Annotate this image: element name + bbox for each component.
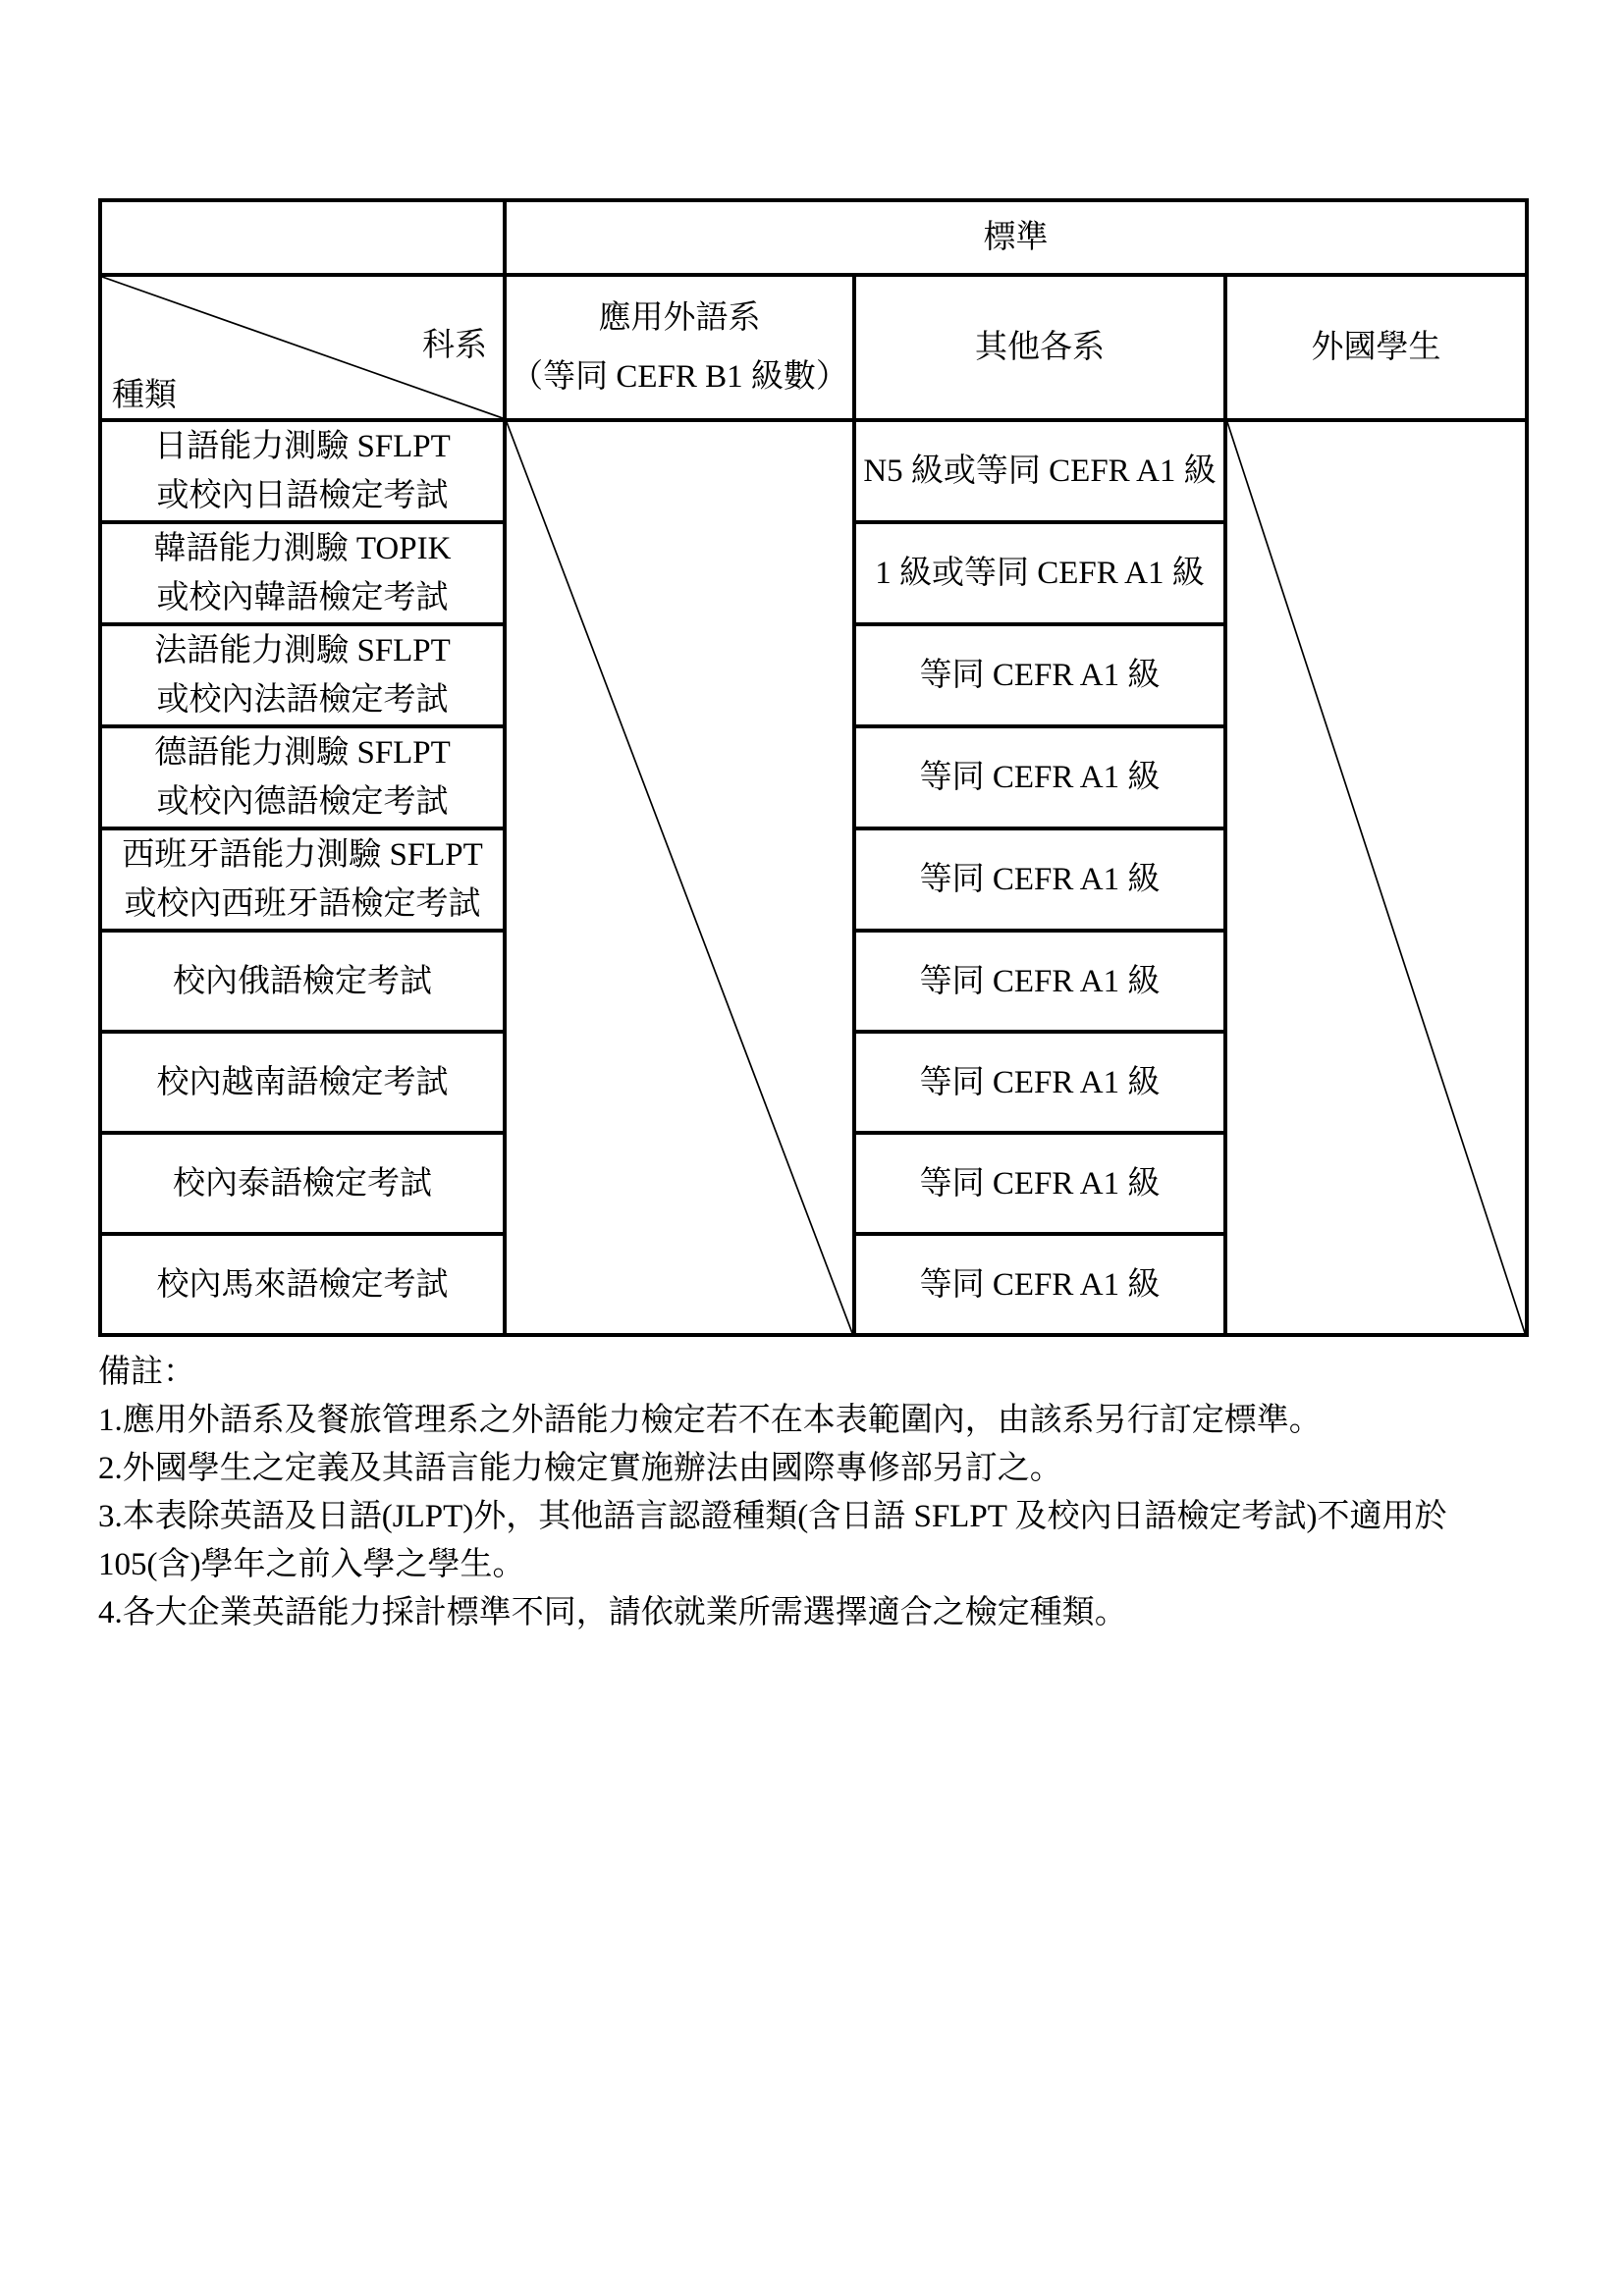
other-depts-value-cell: N5 級或等同 CEFR A1 級 bbox=[854, 420, 1225, 522]
other-depts-value-cell: 等同 CEFR A1 級 bbox=[854, 1133, 1225, 1234]
other-depts-value-cell: 1 級或等同 CEFR A1 級 bbox=[854, 522, 1225, 624]
note-line-4: 4.各大企業英語能力採計標準不同，請依就業所需選擇適合之檢定種類。 bbox=[98, 1595, 1127, 1630]
other-depts-value-cell: 等同 CEFR A1 級 bbox=[854, 1234, 1225, 1335]
test-type-cell-thai: 校內泰語檢定考試 bbox=[100, 1133, 505, 1234]
foreign-students-diagonal-line bbox=[1227, 422, 1525, 1333]
certification-standards-table bbox=[98, 198, 1529, 1337]
column-header-other-departments: 其他各系 bbox=[854, 275, 1225, 420]
applied-dept-na-cell bbox=[505, 420, 854, 1335]
axis-label-type: 種類 bbox=[112, 378, 177, 413]
standard-header-cell: 標準 bbox=[505, 200, 1527, 275]
note-line-3: 3.本表除英語及日語(JLPT)外，其他語言認證種類(含日語 SFLPT 及校內日語檢定考試)不適用於 bbox=[98, 1499, 1447, 1534]
axis-header-cell bbox=[100, 275, 505, 420]
other-depts-value-cell: 等同 CEFR A1 級 bbox=[854, 624, 1225, 726]
test-type-cell-japanese: 日語能力測驗 SFLPT 或校內日語檢定考試 bbox=[100, 420, 505, 522]
test-type-cell-malay: 校內馬來語檢定考試 bbox=[100, 1234, 505, 1335]
other-depts-value-cell: 等同 CEFR A1 級 bbox=[854, 931, 1225, 1032]
column-header-foreign-students: 外國學生 bbox=[1225, 275, 1527, 420]
note-line-2: 2.外國學生之定義及其語言能力檢定實施辦法由國際專修部另訂之。 bbox=[98, 1451, 1062, 1486]
test-type-cell-german: 德語能力測驗 SFLPT 或校內德語檢定考試 bbox=[100, 726, 505, 828]
other-depts-value-cell: 等同 CEFR A1 級 bbox=[854, 828, 1225, 931]
axis-label-department: 科系 bbox=[422, 328, 487, 363]
column-header-line2: （等同 CEFR B1 級數） bbox=[511, 359, 848, 395]
other-depts-value-cell: 等同 CEFR A1 級 bbox=[854, 1032, 1225, 1133]
applied-dept-diagonal-line bbox=[507, 422, 852, 1333]
test-type-cell-vietnamese: 校內越南語檢定考試 bbox=[100, 1032, 505, 1133]
test-type-cell-russian: 校內俄語檢定考試 bbox=[100, 931, 505, 1032]
column-header-line1: 應用外語系 bbox=[598, 300, 761, 336]
foreign-students-na-cell bbox=[1225, 420, 1527, 1335]
note-line-3-continued: 105(含)學年之前入學之學生。 bbox=[98, 1547, 525, 1582]
column-header-applied-foreign-languages bbox=[505, 275, 854, 420]
notes-title: 備註： bbox=[98, 1355, 195, 1390]
note-line-1: 1.應用外語系及餐旅管理系之外語能力檢定若不在本表範圍內，由該系另行訂定標準。 bbox=[98, 1403, 1322, 1438]
other-depts-value-cell: 等同 CEFR A1 級 bbox=[854, 726, 1225, 828]
notes-section bbox=[98, 1349, 1571, 1637]
corner-empty-cell bbox=[100, 200, 505, 275]
test-type-cell-french: 法語能力測驗 SFLPT 或校內法語檢定考試 bbox=[100, 624, 505, 726]
test-type-cell-spanish: 西班牙語能力測驗 SFLPT 或校內西班牙語檢定考試 bbox=[100, 828, 505, 931]
test-type-cell-korean: 韓語能力測驗 TOPIK 或校內韓語檢定考試 bbox=[100, 522, 505, 624]
